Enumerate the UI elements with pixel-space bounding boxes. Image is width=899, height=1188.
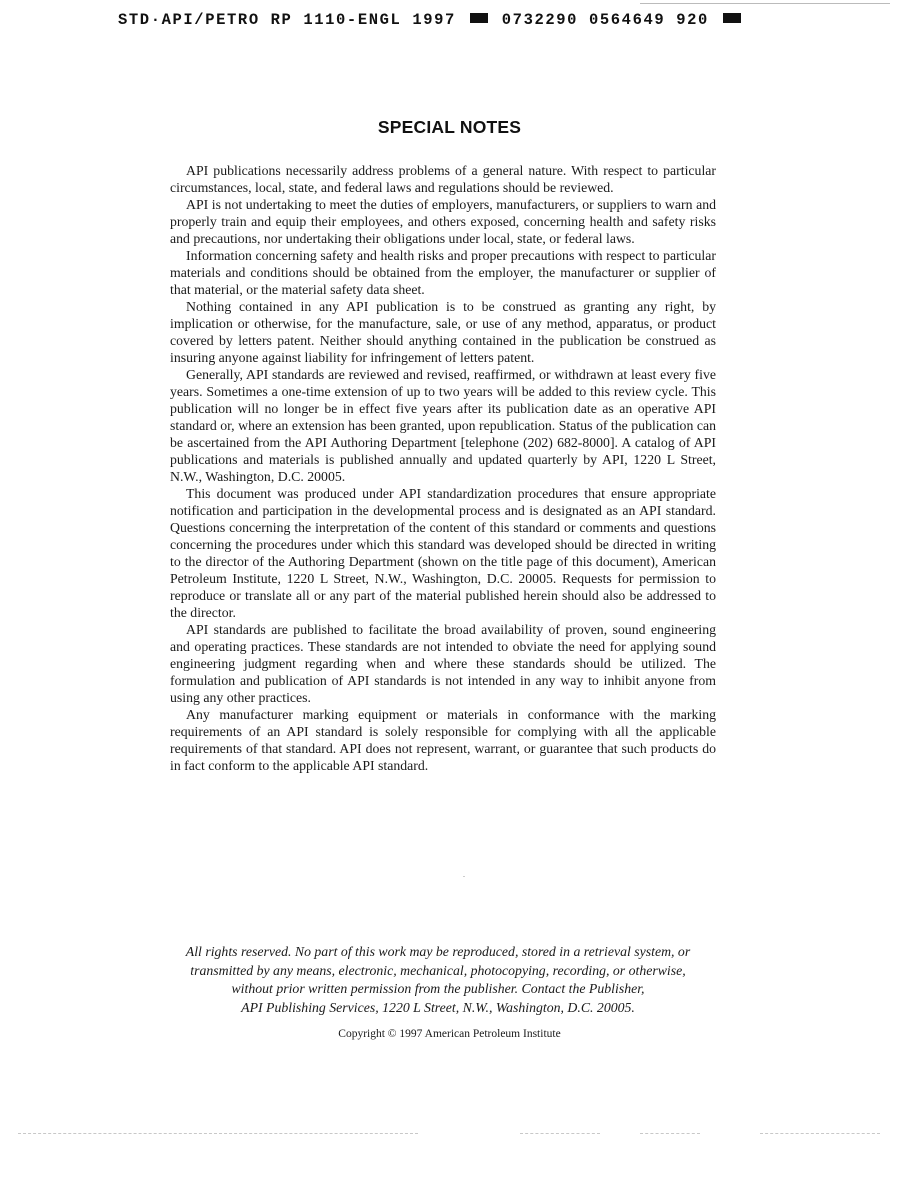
page-title: SPECIAL NOTES [377,117,522,137]
notes-paragraph: API publications necessarily address problems of a general nature. With respect to particular circumstances, local, state, and federal laws and regulations should be reviewed. [170,163,716,195]
rights-line: API Publishing Services, 1220 L Street, N.W., Washington, D.C. 20005. [241,999,635,1015]
rights-line: without prior written permission from the publisher. Contact the Publisher, [231,981,645,996]
notes-paragraph: Information concerning safety and health risks and proper precautions with respect to particular materials and conditions should be obtained from the employer, the manufacturer or supplier of that material, or the material safety data sheet. [170,248,716,297]
scan-speck [463,876,465,877]
notes-paragraph: This document was produced under API standardization procedures that ensure appropriate notification and participation in the developmental process and is designated as an API standard. Questions concerning the interpretation of the content of this standard or comments and questions concerning the procedures under which this standard was developed should be directed in writing to the director of the Authoring Department (shown on the title page of this document), American Petroleum Institute, 1220 L Street, N.W., Washington, D.C. 20005. Requests for permission to reproduce or translate all or any part of the material published herein should also be addressed to the director. [170,486,716,620]
notes-paragraph: Any manufacturer marking equipment or materials in conformance with the marking requirements of an API standard is solely responsible for complying with all the applicable requirements of that standard. API does not represent, warrant, or guarantee that such products do in fact conform to the applicable API standard. [170,707,716,773]
notes-paragraph: API is not undertaking to meet the duties of employers, manufacturers, or suppliers to warn and properly train and equip their employees, and others exposed, concerning health and safety risks and precautions, nor undertaking their obligations under local, state, or federal laws. [170,197,716,246]
notes-paragraph: Nothing contained in any API publication is to be construed as granting any right, by implication or otherwise, for the manufacture, sale, or use of any method, apparatus, or product covered by letters patent. Neither should anything contained in the publication be construed as insuring anyone against liability for infringement of letters patent. [170,299,716,365]
rights-line: transmitted by any means, electronic, mechanical, photocopying, recording, or otherwise, [190,962,686,978]
notes-paragraph: API standards are published to facilitate the broad availability of proven, sound engineering and operating practices. These standards are not intended to obviate the need for applying sound engineering judgment regarding when and where these standards should be utilized. The formulation and publication of API standards is not intended in any way to inhibit anyone from using any other practices. [170,622,716,705]
scan-bottom-rule [18,1133,418,1134]
rights-reserved-notice [150,943,726,1017]
document-id-part2: 0732290 0564649 920 [501,11,709,29]
scan-bottom-rule [760,1133,880,1134]
scan-block-mark [723,13,741,23]
notes-paragraph: Generally, API standards are reviewed and revised, reaffirmed, or withdrawn at least every five years. Sometimes a one-time extension of up to two years will be added to this review cycle. This publication will no longer be in effect five years after its publication date as an operative API standard or, where an extension has been granted, upon republication. Status of the publication can be ascertained from the API Authoring Department [telephone (202) 682-8000]. A catalog of API publications and materials is published annually and updated quarterly by API, 1220 L Street, N.W., Washington, D.C. 20005. [170,367,716,484]
document-id-header [118,9,758,31]
copyright-line: Copyright © 1997 American Petroleum Institute [338,1028,561,1040]
scan-block-mark [470,13,488,23]
special-notes-body [170,162,716,774]
scan-bottom-rule [640,1133,700,1134]
scan-bottom-rule [520,1133,600,1134]
document-id-part1: STD·API/PETRO RP 1110-ENGL 1997 [118,11,456,29]
rights-line: All rights reserved. No part of this work may be reproduced, stored in a retrieval system, or [185,944,691,959]
scan-top-rule [640,3,890,4]
